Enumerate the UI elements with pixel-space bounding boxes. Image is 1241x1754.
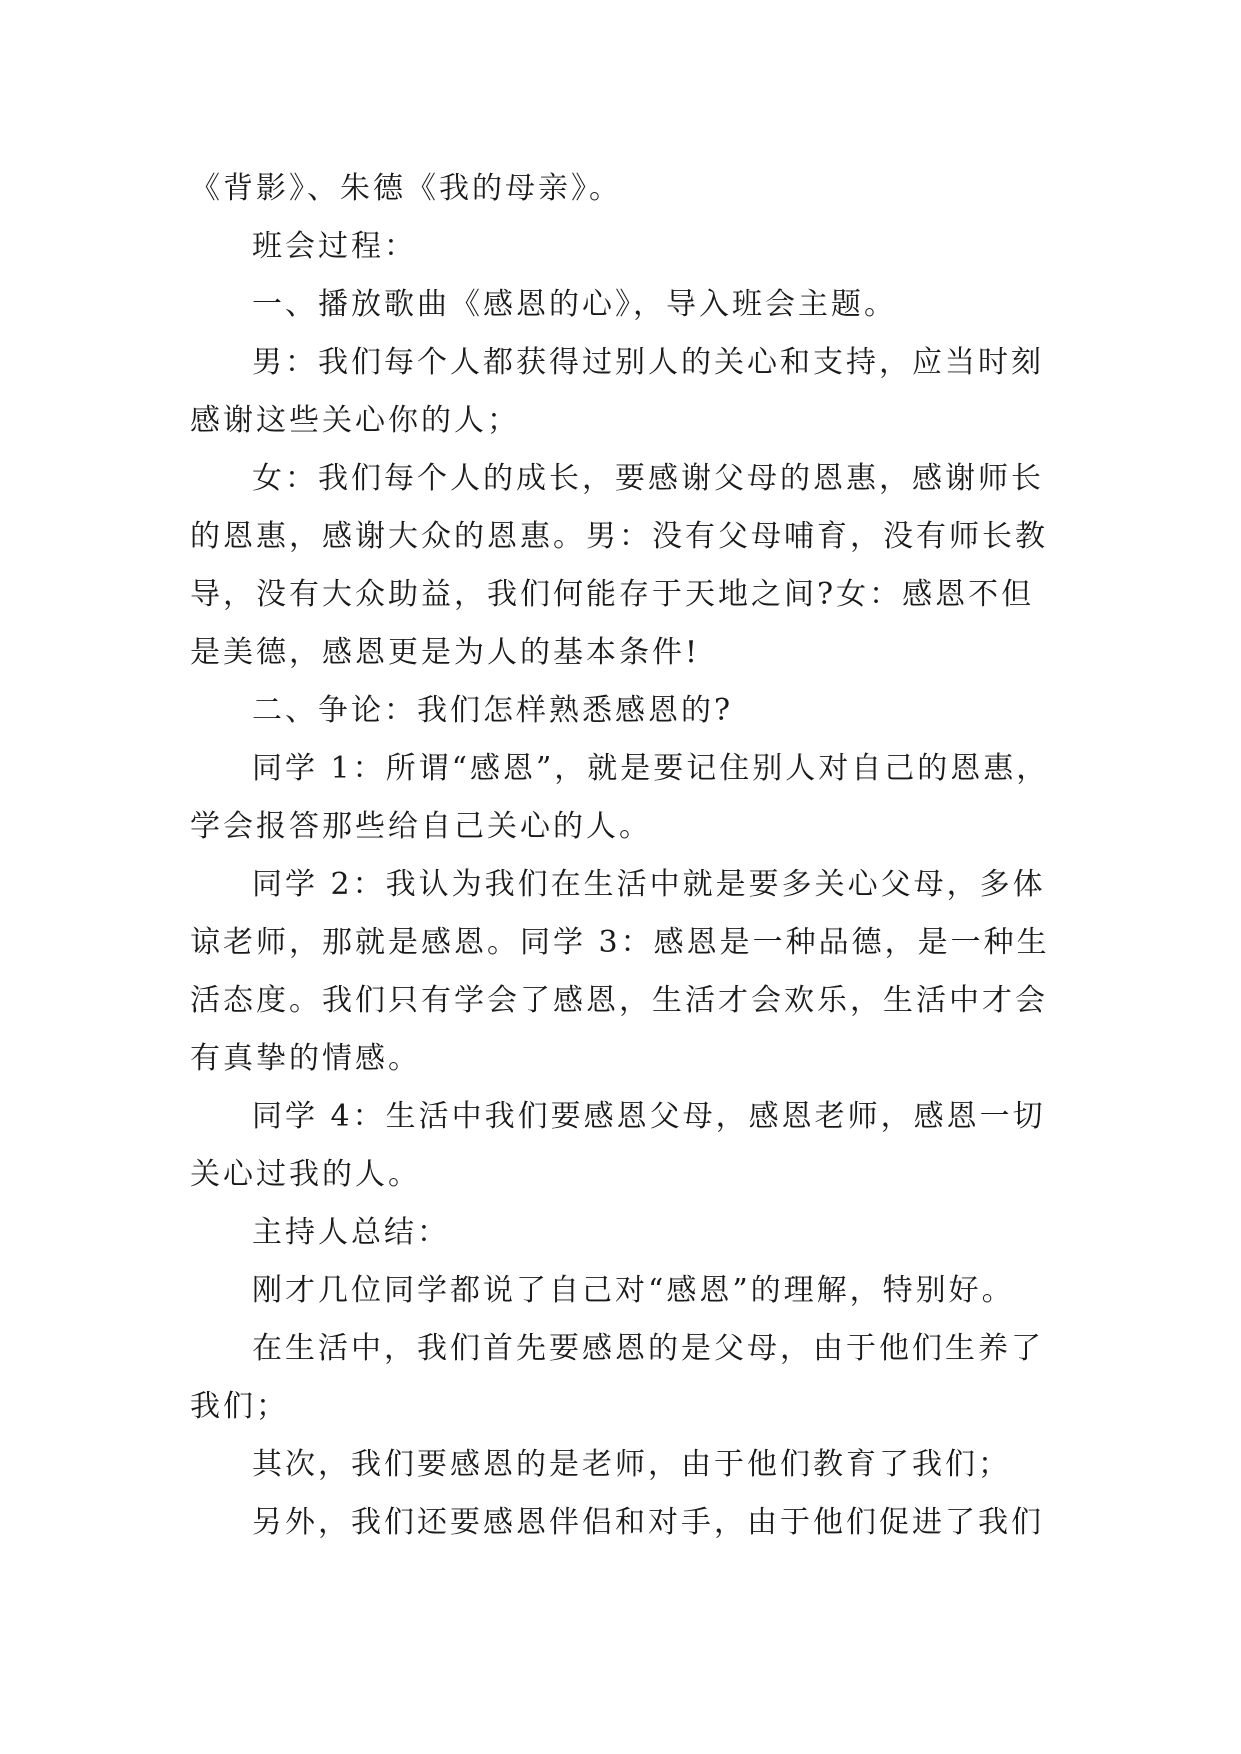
- document-body: [190, 160, 1060, 1552]
- text-line: 关心过我的人。: [190, 1157, 421, 1192]
- text-line: 一、播放歌曲《感恩的心》，导入班会主题。: [252, 287, 897, 322]
- text-line: 在生活中，我们首先要感恩的是父母，由于他们生养了: [252, 1331, 1044, 1366]
- text-line: 有真挚的情感。: [190, 1041, 421, 1076]
- text-line: 活态度。我们只有学会了感恩，生活才会欢乐，生活中才会: [190, 983, 1048, 1018]
- text-line: 我们；: [190, 1389, 289, 1424]
- text-line: 同学 1：所谓“感恩”，就是要记住别人对自己的恩惠，: [252, 751, 1050, 786]
- text-line: 刚才几位同学都说了自己对“感恩”的理解，特别好。: [252, 1273, 1015, 1308]
- text-line: 同学 4：生活中我们要感恩父母，感恩老师，感恩一切: [252, 1099, 1046, 1134]
- text-line: 谅老师，那就是感恩。同学 3：感恩是一种品德，是一种生: [190, 925, 1050, 960]
- text-line: 的恩惠，感谢大众的恩惠。男：没有父母哺育，没有师长教: [190, 519, 1048, 554]
- text-line: 感谢这些关心你的人；: [190, 403, 520, 438]
- text-line: 其次，我们要感恩的是老师，由于他们教育了我们；: [252, 1447, 1011, 1482]
- text-line: 导，没有大众助益，我们何能存于天地之间?女：感恩不但: [190, 577, 1035, 612]
- text-line: 另外，我们还要感恩伴侣和对手，由于他们促进了我们: [252, 1505, 1044, 1540]
- text-line: 二、争论：我们怎样熟悉感恩的?: [252, 693, 734, 728]
- text-line: 男：我们每个人都获得过别人的关心和支持，应当时刻: [252, 345, 1044, 380]
- text-line: 《背影》、朱德《我的母亲》。: [190, 171, 622, 206]
- text-line: 主持人总结：: [252, 1215, 450, 1250]
- text-line: 是美德，感恩更是为人的基本条件!: [190, 635, 701, 670]
- text-line: 班会过程：: [252, 229, 417, 264]
- text-line: 女：我们每个人的成长，要感谢父母的恩惠，感谢师长: [252, 461, 1044, 496]
- text-line: 学会报答那些给自己关心的人。: [190, 809, 652, 844]
- text-line: 同学 2：我认为我们在生活中就是要多关心父母，多体: [252, 867, 1046, 902]
